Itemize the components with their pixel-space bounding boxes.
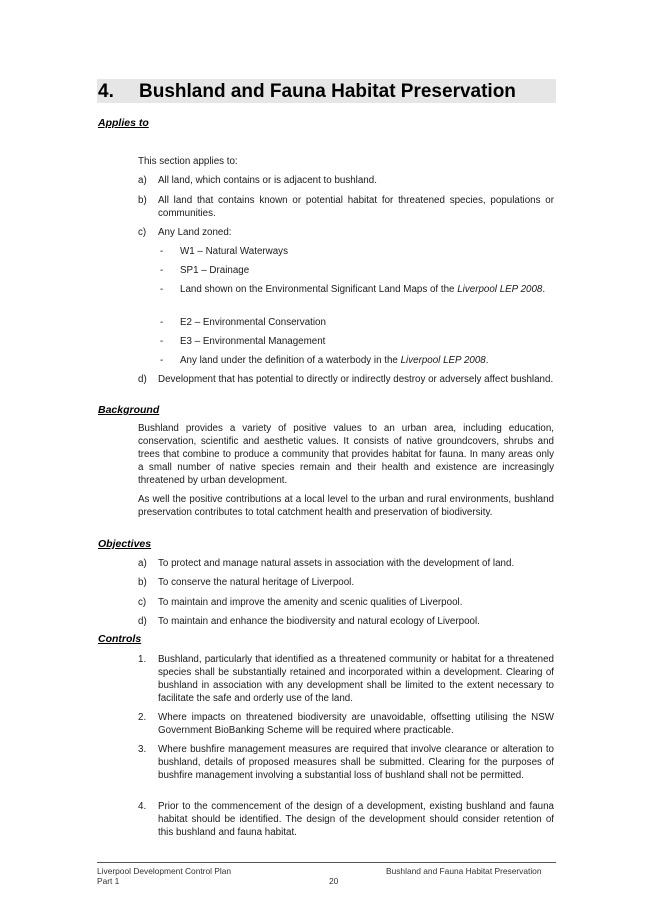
control-item-1: Bushland, particularly that identified as a threatened community or habitat for a threatened species shall be substantially retained and incorporated within a development. Clearing of bushland in association with any development shall be limited to the extent necessary to facilitate the safe and orderly use of the land.: [158, 654, 554, 704]
applies-marker-b: b): [138, 195, 147, 206]
zone-item-waterbody: Any land under the definition of a waterbody in the Liverpool LEP 2008.: [180, 355, 489, 366]
objective-marker-a: a): [138, 558, 147, 569]
control-item-2: Where impacts on threatened biodiversity are unavoidable, offsetting utilising the NSW Government BioBanking Scheme will be required where practicable.: [158, 712, 554, 736]
objective-marker-b: b): [138, 577, 147, 588]
zone-marker: -: [160, 246, 164, 257]
zone-item-esl: Land shown on the Environmental Significant Land Maps of the Liverpool LEP 2008.: [180, 284, 546, 295]
applies-marker-c: c): [138, 227, 147, 238]
objective-item-c: To maintain and improve the amenity and scenic qualities of Liverpool.: [158, 597, 463, 608]
footer-part: Part 1: [97, 876, 120, 886]
background-paragraph-1: Bushland provides a variety of positive values to an urban area, including education, conservation, scientific and aesthetic values. It consists of native groundcovers, shrubs and trees that combine to produce a community that provides habitat for fauna. In many areas only a small number of native species remain and their health and existence are increasingly threatened by urban development.: [138, 423, 554, 486]
footer-page-number: 20: [329, 876, 339, 886]
applies-to-heading: Applies to: [98, 117, 149, 129]
page-title: [97, 79, 556, 103]
background-paragraph-2: As well the positive contributions at a local level to the urban and rural environments, bushland preservation contributes to total catchment health and preservation of biodiversity.: [138, 494, 554, 518]
control-marker-1: 1.: [138, 654, 147, 665]
objective-marker-d: d): [138, 616, 147, 627]
applies-item-d: Development that has potential to directly or indirectly destroy or adversely affect bushland.: [158, 374, 554, 385]
objective-item-d: To maintain and enhance the biodiversity and natural ecology of Liverpool.: [158, 616, 480, 627]
objective-item-b: To conserve the natural heritage of Liverpool.: [158, 577, 355, 588]
objective-marker-c: c): [138, 597, 147, 608]
objective-item-a: To protect and manage natural assets in association with the development of land.: [158, 558, 515, 569]
applies-item-a: All land, which contains or is adjacent to bushland.: [158, 175, 377, 186]
zone-marker: -: [160, 355, 164, 366]
applies-to-intro: This section applies to:: [138, 156, 238, 167]
footer-rule: [97, 862, 556, 863]
background-heading: Background: [98, 404, 160, 416]
control-marker-3: 3.: [138, 744, 147, 755]
zone-item-e3: E3 – Environmental Management: [180, 336, 326, 347]
footer-section-name: Bushland and Fauna Habitat Preservation: [386, 866, 542, 876]
section-number: 4.: [98, 81, 114, 102]
zone-marker: -: [160, 265, 164, 276]
control-item-4: Prior to the commencement of the design of a development, existing bushland and fauna habitat should be identified. The design of the development should consider retention of this bushland and fauna habitat.: [158, 801, 554, 838]
applies-item-c: Any Land zoned:: [158, 227, 232, 238]
controls-heading: Controls: [98, 633, 142, 645]
zone-marker: -: [160, 317, 164, 328]
control-marker-4: 4.: [138, 801, 147, 812]
zone-marker: -: [160, 284, 164, 295]
applies-marker-d: d): [138, 374, 147, 385]
control-marker-2: 2.: [138, 712, 147, 723]
section-title: Bushland and Fauna Habitat Preservation: [139, 81, 516, 102]
zone-marker: -: [160, 336, 164, 347]
zone-item-w1: W1 – Natural Waterways: [180, 246, 288, 257]
footer-plan-name: Liverpool Development Control Plan: [97, 866, 232, 876]
objectives-heading: Objectives: [98, 538, 152, 550]
zone-item-e2: E2 – Environmental Conservation: [180, 317, 326, 328]
applies-item-b: All land that contains known or potential habitat for threatened species, populations or communities.: [158, 195, 554, 219]
applies-marker-a: a): [138, 175, 147, 186]
control-item-3: Where bushfire management measures are required that involve clearance or alteration to bushland, details of proposed measures shall be submitted. Clearing for the purposes of bushfire management involving a substantial loss of bushland shall not be permitted.: [158, 744, 554, 781]
zone-item-sp1: SP1 – Drainage: [180, 265, 250, 276]
